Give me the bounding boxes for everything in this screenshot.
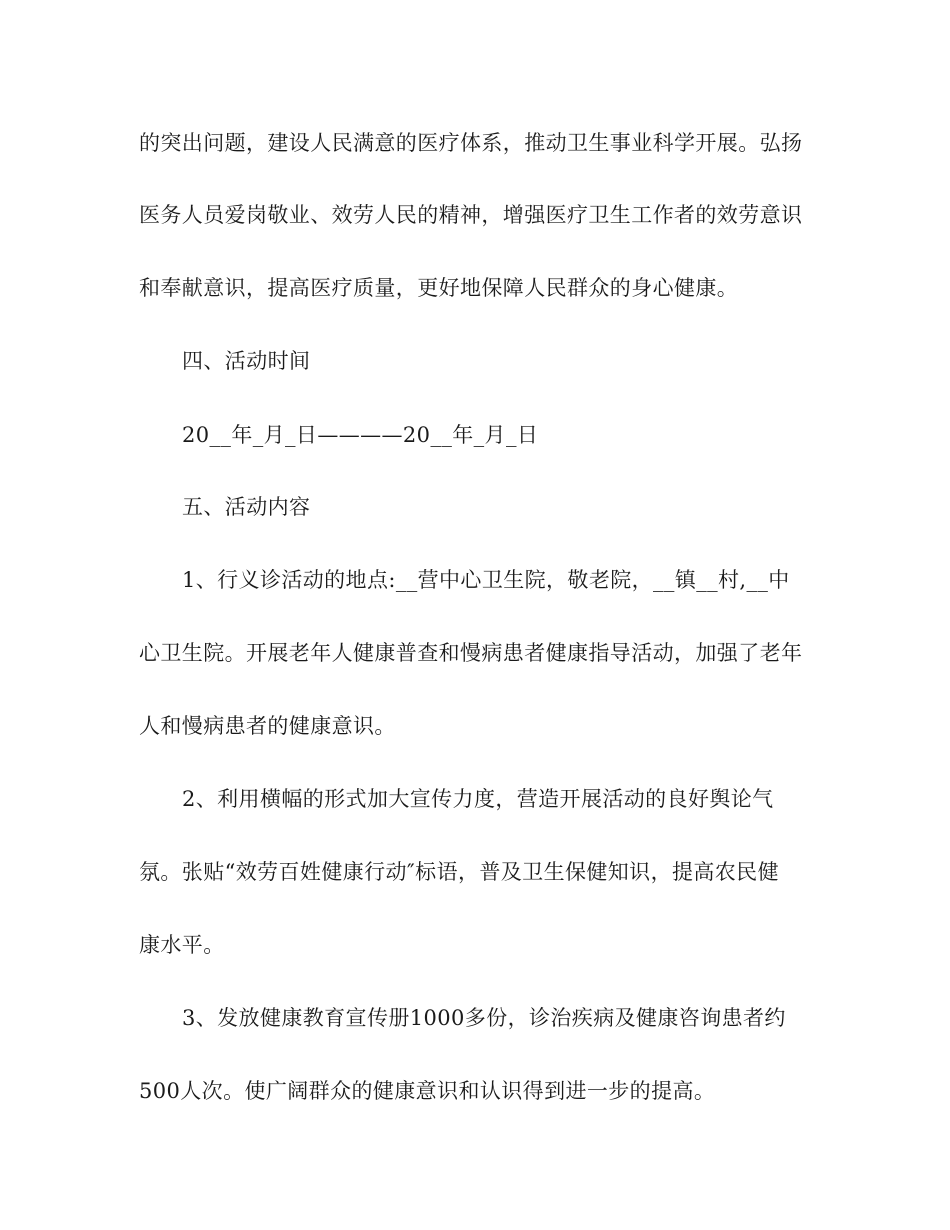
list-item-1-line: 1、行义诊活动的地点:__营中心卫生院，敬老院，__镇__村,__中: [182, 568, 790, 592]
section-heading-activity-content: 五、活动内容: [182, 495, 311, 519]
list-item-3-line: 3、发放健康教育宣传册1000多份，诊治疾病及健康咨询患者约: [182, 1006, 786, 1030]
list-item-1-line: 心卫生院。开展老年人健康普查和慢病患者健康指导活动，加强了老年: [139, 641, 803, 665]
date-range-line: 20__年_月_日————20__年_月_日: [182, 423, 539, 447]
list-item-2-line: 氛。张贴“效劳百姓健康行动″标语，普及卫生保健知识，提高农民健: [139, 860, 779, 884]
list-item-2-line: 康水平。: [139, 933, 225, 957]
paragraph-line: 医务人员爱岗敬业、效劳人民的精神，增强医疗卫生工作者的效劳意识: [139, 203, 803, 227]
paragraph-line: 的突出问题，建设人民满意的医疗体系，推动卫生事业科学开展。弘扬: [139, 131, 803, 155]
list-item-2-line: 2、利用横幅的形式加大宣传力度，营造开展活动的良好舆论气: [182, 787, 774, 811]
section-heading-activity-time: 四、活动时间: [182, 349, 311, 373]
list-item-3-line: 500人次。使广阔群众的健康意识和认识得到进一步的提高。: [139, 1079, 716, 1103]
list-item-1-line: 人和慢病患者的健康意识。: [139, 714, 396, 738]
paragraph-line: 和奉献意识，提高医疗质量，更好地保障人民群众的身心健康。: [139, 276, 739, 300]
